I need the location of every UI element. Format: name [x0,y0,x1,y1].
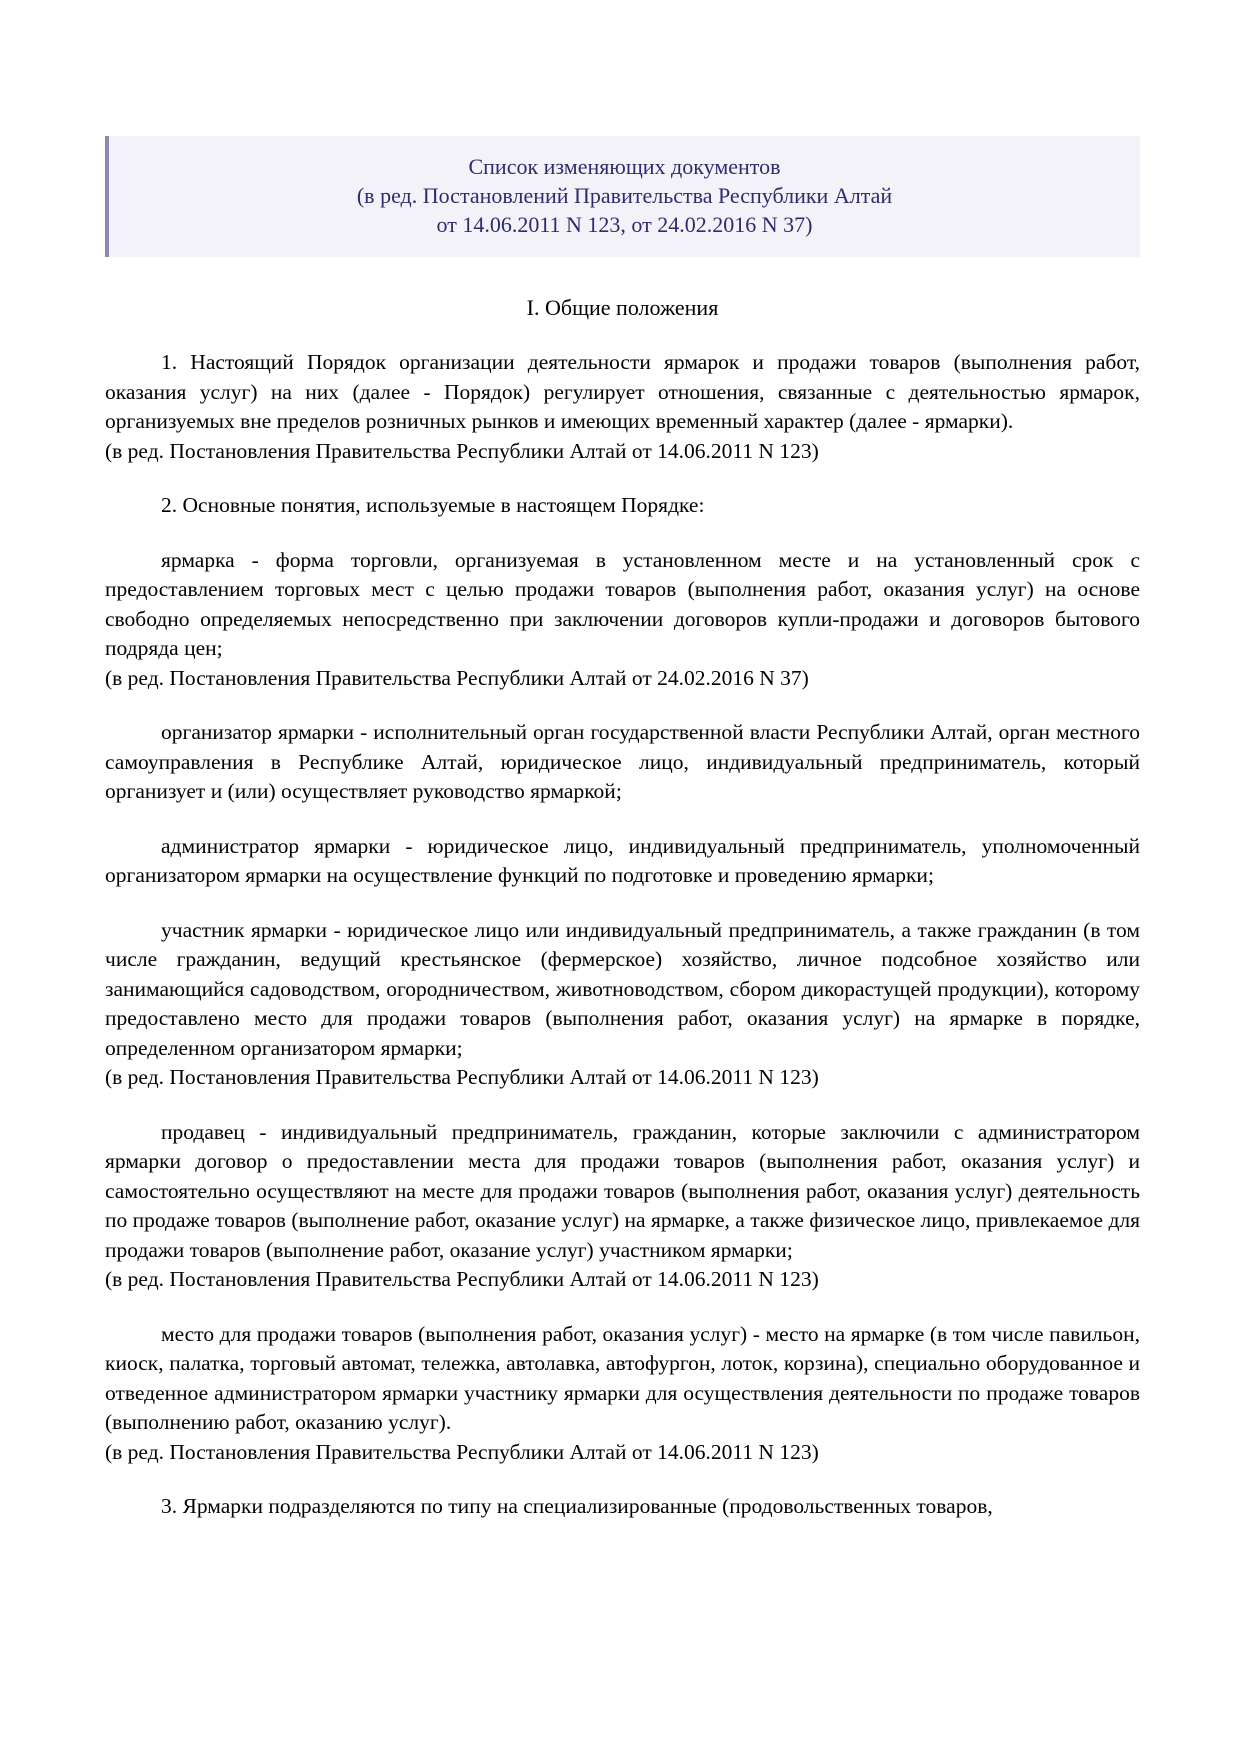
paragraph-text: организатор ярмарки - исполнительный орган государственной власти Республики Алтай, орган местного самоуправления в Республике Алтай, юридическое лицо, индивидуальный предприниматель, который организует и (или) осуществляет руководство ярмаркой; [105,720,1140,803]
paragraph-block-2 [105,491,1140,521]
changing-documents-line-3: от 14.06.2011 N 123, от 24.02.2016 N 37) [436,212,813,237]
truncated-paragraph-3: 3. Ярмарки подразделяются по типу на специализированные (продовольственных товаров, [161,1494,993,1518]
changing-documents-title: Список изменяющих документов [468,154,781,179]
paragraph-reference: (в ред. Постановления Правительства Республики Алтай от 14.06.2011 N 123) [105,1065,819,1089]
paragraph-text: 2. Основные понятия, используемые в настоящем Порядке: [161,493,705,517]
paragraph-block-5 [105,832,1140,891]
paragraph-reference: (в ред. Постановления Правительства Республики Алтай от 14.06.2011 N 123) [105,1439,819,1464]
paragraph-block-3 [105,546,1140,694]
paragraph-text: место для продажи товаров (выполнения работ, оказания услуг) - место на ярмарке (в том числе павильон, киоск, палатка, торговый автомат, тележка, автолавка, автофургон, лоток, корзина), специально оборудованное и отведенное администратором ярмарки участнику ярмарки для осуществления деятельности по продаже товаров (выполнению работ, оказанию услуг). [105,1321,1140,1434]
paragraph-reference: (в ред. Постановления Правительства Республики Алтай от 24.02.2016 N 37) [105,665,809,690]
paragraph-block-6 [105,916,1140,1093]
paragraph-text: 1. Настоящий Порядок организации деятельности ярмарок и продажи товаров (выполнения работ, оказания услуг) на них (далее - Порядок) регулирует отношения, связанные с деятельностью ярмарок, организуемых вне пределов розничных рынков и имеющих временный характер (далее - ярмарки). [105,350,1140,433]
paragraph-block-8 [105,1320,1140,1468]
paragraph-text: администратор ярмарки - юридическое лицо, индивидуальный предприниматель, уполномоченный организатором ярмарки на осуществление функций по подготовке и проведению ярмарки; [105,833,1140,887]
paragraph-reference: (в ред. Постановления Правительства Республики Алтай от 14.06.2011 N 123) [105,438,819,463]
changing-documents-box [105,136,1140,257]
paragraph-block-7 [105,1118,1140,1295]
paragraph-block-1 [105,348,1140,466]
paragraph-text: продавец - индивидуальный предприниматель, гражданин, которые заключили с администратором ярмарки договор о предоставлении места для продажи товаров (выполнения работ, оказания услуг) и самостоятельно осуществляют на месте для продажи товаров (выполнения работ, оказания услуг) деятельность по продаже товаров (выполнение работ, оказание услуг) на ярмарке, а также физическое лицо, привлекаемое для продажи товаров (выполнение работ, оказание услуг) участником ярмарки; [105,1119,1140,1262]
changing-documents-line-2: (в ред. Постановлений Правительства Республики Алтай [356,183,893,208]
section-heading: I. Общие положения [526,295,719,320]
paragraph-block-4 [105,718,1140,807]
paragraph-text: ярмарка - форма торговли, организуемая в установленном месте и на установленный срок с предоставлением торговых мест с целью продажи товаров (выполнения работ, оказания услуг) на основе свободно определяемых непосредственно при заключении договоров купли-продажи и договоров бытового подряда цен; [105,547,1140,660]
paragraph-reference: (в ред. Постановления Правительства Республики Алтай от 14.06.2011 N 123) [105,1267,819,1291]
paragraph-text: участник ярмарки - юридическое лицо или индивидуальный предприниматель, а также гражданин (в том числе гражданин, ведущий крестьянское (фермерское) хозяйство, личное подсобное хозяйство или занимающийся садоводством, огородничеством, животноводством, сбором дикорастущей продукции), которому предоставлено место для продажи товаров (выполнения работ, оказания услуг) на ярмарке в порядке, определенном организатором ярмарки; [105,917,1140,1060]
